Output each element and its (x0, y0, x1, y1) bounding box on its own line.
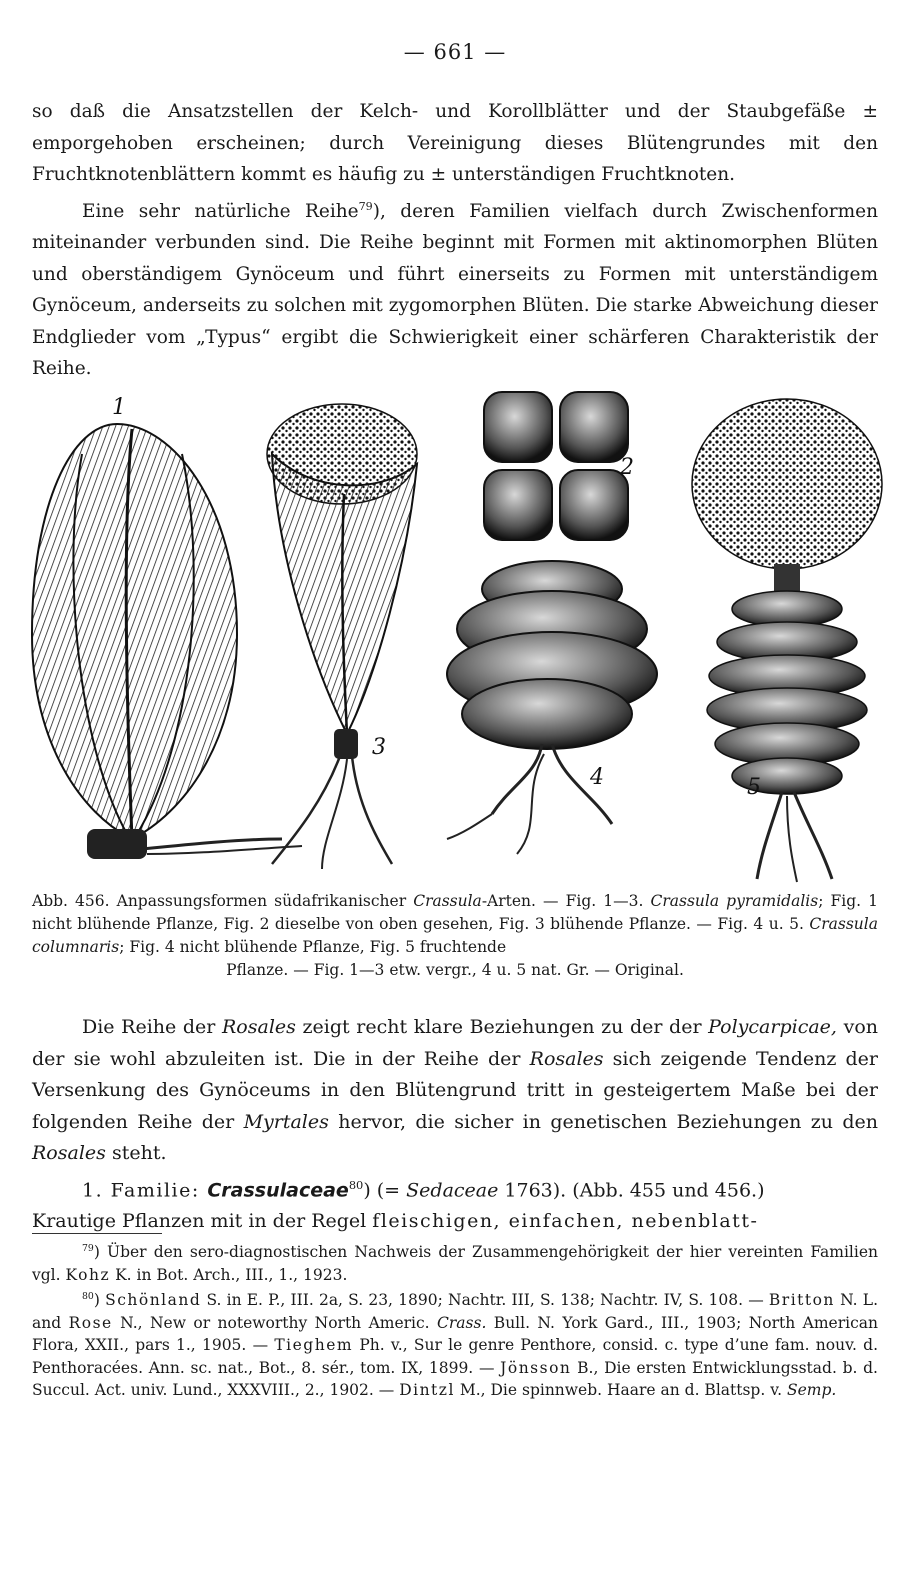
intro-text (32, 96, 878, 385)
figure-caption: Abb. 456. Anpassungsformen südafrikanischer Crassula-Arten. — Fig. 1—3. Crassula pyramidalis; Fig. 1 nicht blühende Pflanze, Fig. 2 dieselbe von oben gesehen, Fig. 3 blühende Pflanze. — Fig. 4 u. 5. Crassula columnaris; Fig. 4 nicht blühende Pflanze, Fig. 5 fruchtende Pflanze. — Fig. 1—3 etw. vergr., 4 u. 5 nat. Gr. — Original. (32, 892, 879, 979)
footnote-divider (32, 1233, 162, 1234)
footnote-79: $^{79}$) Über den sero-diagnostischen Nachweis der Zusammengehörigkeit der hier vereinten Familien vgl. Kohz K. in Bot. Arch., III., 1., 1923. (32, 1243, 878, 1284)
figure-1-drawing (32, 424, 302, 859)
footnote-ref-79: 79 (358, 199, 373, 213)
family-heading: 1. Familie: Crassulaceae$^{80}$) (= Sedaceae 1763). (Abb. 455 und 456.) (82, 1177, 765, 1201)
rosales-section (32, 1012, 878, 1238)
crassula-illustration (22, 384, 892, 884)
figure-label-3: 3 (372, 735, 386, 760)
family-name: Crassulaceae (207, 1178, 349, 1201)
figure-5-drawing (692, 399, 882, 882)
footnotes (32, 1238, 878, 1402)
footnote-80: $^{80}$) Schönland S. in E. P., III. 2a, S. 23, 1890; Nachtr. III, S. 138; Nachtr. IV, S. 108. — Britton N. L. and Rose N., New or noteworthy North Americ. Crass. Bull. N. York Gard., III., 1903; North American Flora, XXII., pars 1., 1905. — Tieghem Ph. v., Sur le genre Penthore, consid. c. type d’une fam. nouv. d. Penthoracées. Ann. sc. nat., Bot., 8. sér., tom. IX, 1899. — Jönsson B., Die ersten Entwicklungsstad. b. d. Succul. Act. univ. Lund., XXXVIII., 2., 1902. — Dintzl M., Die spinnweb. Haare an d. Blattsp. v. Semp. (32, 1291, 879, 1400)
intro-paragraph-2: Eine sehr natürliche Reihe$^{79}$), deren Familien vielfach durch Zwischenformen miteinander verbunden sind. Die Reihe beginnt mit Formen mit aktinomorphen Blüten und oberständigem Gynöceum und führt einerseits zu Formen mit unterständigem Gynöceum, anderseits zu solchen mit zygomorphen Blüten. Die starke Abweichung dieser Endglieder vom „Typus“ ergibt die Schwierigkeit einer schärferen Charakteristik der Reihe. (32, 199, 878, 380)
figure-label-2: 2 (620, 455, 634, 480)
figure-4-drawing (447, 561, 657, 854)
rosales-paragraph: Die Reihe der Rosales zeigt recht klare Beziehungen zu der der Polycarpicae, von der sie wohl abzuleiten ist. Die in der Reihe der Rosales sich zeigende Tendenz der Versenkung des Gynöceums in den Blütengrund tritt in gesteigertem Maße bei der folgenden Reihe der Myrtales hervor, die sicher in genetischen Beziehungen zu den Rosales steht. (32, 1016, 878, 1164)
page-number: — 661 — (403, 40, 507, 64)
figure-label-4: 4 (590, 765, 604, 790)
family-description: Krautige Pflanzen mit in der Regel fleischigen, einfachen, nebenblatt- (32, 1210, 759, 1233)
figure-label-1: 1 (112, 395, 126, 420)
figure-2-drawing (484, 392, 628, 540)
figure-label-5: 5 (747, 775, 761, 800)
intro-paragraph-1: so daß die Ansatzstellen der Kelch- und Korollblätter und der Staubgefäße ± emporgehoben erscheinen; durch Vereinigung dieses Blütengrundes mit den Fruchtknotenblättern kommt es häufig zu ± unterständigen Fruchtknoten. (32, 101, 878, 185)
figure-3-drawing (267, 404, 417, 869)
footnote-ref-80: 80 (348, 1177, 364, 1192)
